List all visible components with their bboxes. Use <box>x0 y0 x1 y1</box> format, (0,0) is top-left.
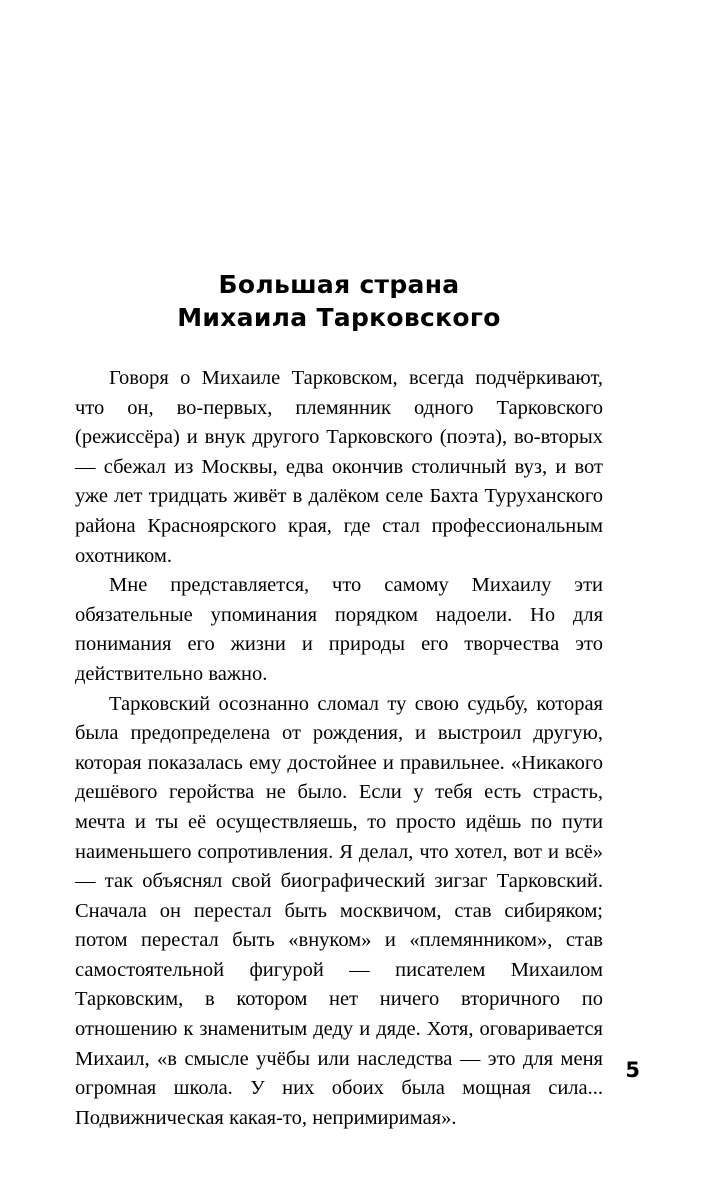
paragraph-2: Мне представляется, что самому Михаилу эти обязательные упоминания порядком надоели. Но для понимания его жизни и природы его творчества это действительно важно. <box>75 574 603 685</box>
paragraph-1: Говоря о Михаиле Тарковском, всегда подчёркивают, что он, во-первых, племянник одного Тарковского (режиссёра) и внук другого Тарковского (поэта), во-вторых — сбежал из Москвы, едва окончив столичный вуз, и вот уже лет тридцать живёт в далёком селе Бахта Туруханского района Красноярского края, где стал профессиональным охотником. <box>75 367 603 567</box>
page-title-line-1: Большая страна <box>218 270 460 299</box>
body-text <box>75 268 603 1133</box>
page-title <box>75 268 603 334</box>
page-number: 5 <box>625 1058 640 1082</box>
paragraph-3: Тарковский осознанно сломал ту свою судьбу, которая была предопределена от рождения, и выстроил другую, которая показалась ему достойнее и правильнее. «Никакого дешёвого геройства не было. Если у тебя есть страсть, мечта и ты её осуществляешь, то просто идёшь по пути наименьшего сопротивления. Я делал, что хотел, вот и всё» — так объяснял свой биографический зигзаг Тарковский. Сначала он перестал быть москвичом, став сибиряком; потом перестал быть «внуком» и «племянником», став самостоятельной фигурой — писателем Михаилом Тарковским, в котором нет ничего вторичного по отношению к знаменитым деду и дяде. Хотя, оговаривается Михаил, «в смысле учёбы или наследства — это для меня огромная школа. У них обоих была мощная сила... Подвижническая какая-то, непримиримая». <box>75 692 603 1129</box>
page-title-line-2: Михаила Тарковского <box>177 303 501 332</box>
